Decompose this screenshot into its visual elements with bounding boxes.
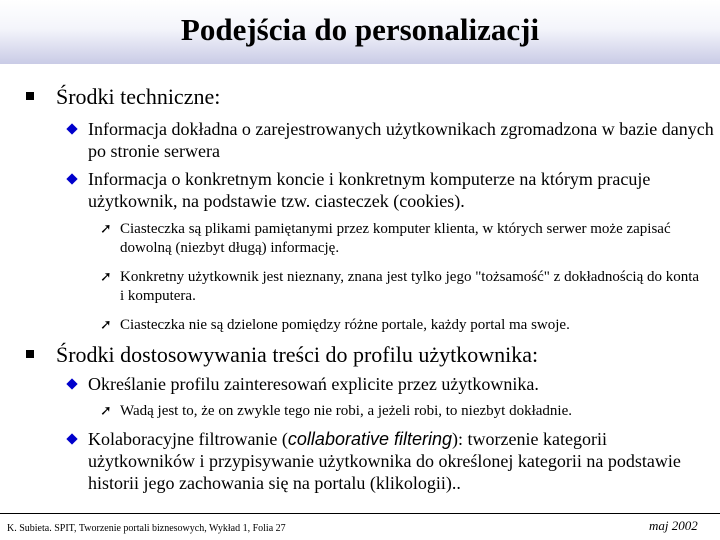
subitem-text: Ciasteczka są plikami pamiętanymi przez komputer klienta, w których serwer może zapisać dowolną (niezbyt długą) informację. <box>120 221 671 256</box>
section-1-heading: Środki techniczne: <box>56 84 221 109</box>
footer-divider <box>0 513 720 514</box>
item-text: Określanie profilu zainteresowań explicite przez użytkownika. <box>88 374 539 394</box>
square-bullet-icon <box>26 92 34 100</box>
section-2-item-2 <box>66 428 716 494</box>
item-text: Informacja o konkretnym koncie i konkretnym komputerze na którym pracuje użytkownik, na podstawie tzw. ciasteczek (cookies). <box>88 169 651 211</box>
footer-citation: K. Subieta. SPIT, Tworzenie portali biznesowych, Wykład 1, Folia 27 <box>7 523 286 534</box>
section-1 <box>26 84 706 110</box>
square-bullet-icon <box>26 350 34 358</box>
diamond-bullet-icon <box>66 123 78 135</box>
section-2-heading: Środki dostosowywania treści do profilu użytkownika: <box>56 342 539 367</box>
arrow-bullet-icon: ➚ <box>100 318 112 333</box>
arrow-bullet-icon: ➚ <box>100 270 112 285</box>
footer-date: maj 2002 <box>649 518 698 533</box>
diamond-bullet-icon <box>66 433 78 445</box>
diamond-bullet-icon <box>66 378 78 390</box>
section-2 <box>26 342 706 368</box>
item-text-italic: collaborative filtering <box>287 429 453 449</box>
section-1-item-1 <box>66 118 716 162</box>
section-2-item-1 <box>66 373 716 395</box>
slide-title: Podejścia do personalizacji <box>180 12 540 47</box>
diamond-bullet-icon <box>66 173 78 185</box>
subitem-text: Wadą jest to, że on zwykle tego nie robi, a jeżeli robi, to niezbyt dokładnie. <box>120 403 572 419</box>
item-text-after: ): tworzenie kategorii użytkowników i przypisywanie użytkownika do określonej kategorii na podstawie historii jego zachowania się na portalu (klikologii).. <box>88 429 681 493</box>
arrow-bullet-icon: ➚ <box>100 222 112 237</box>
section-2-item-1-sub-1 <box>100 402 700 422</box>
section-1-item-2-sub-1 <box>100 220 700 258</box>
section-1-item-2-sub-2 <box>100 268 700 306</box>
section-1-item-2-sub-3 <box>100 316 700 336</box>
arrow-bullet-icon: ➚ <box>100 404 112 419</box>
item-text: Informacja dokładna o zarejestrowanych użytkownikach zgromadzona w bazie danych po stronie serwera <box>88 119 714 161</box>
subitem-text: Ciasteczka nie są dzielone pomiędzy różne portale, każdy portal ma swoje. <box>120 317 570 333</box>
item-text-before: Kolaboracyjne filtrowanie ( <box>88 429 288 449</box>
subitem-text: Konkretny użytkownik jest nieznany, znana jest tylko jego "tożsamość" z dokładnością do konta i komputera. <box>120 269 700 304</box>
item-text <box>88 428 718 494</box>
section-1-item-2 <box>66 168 716 212</box>
